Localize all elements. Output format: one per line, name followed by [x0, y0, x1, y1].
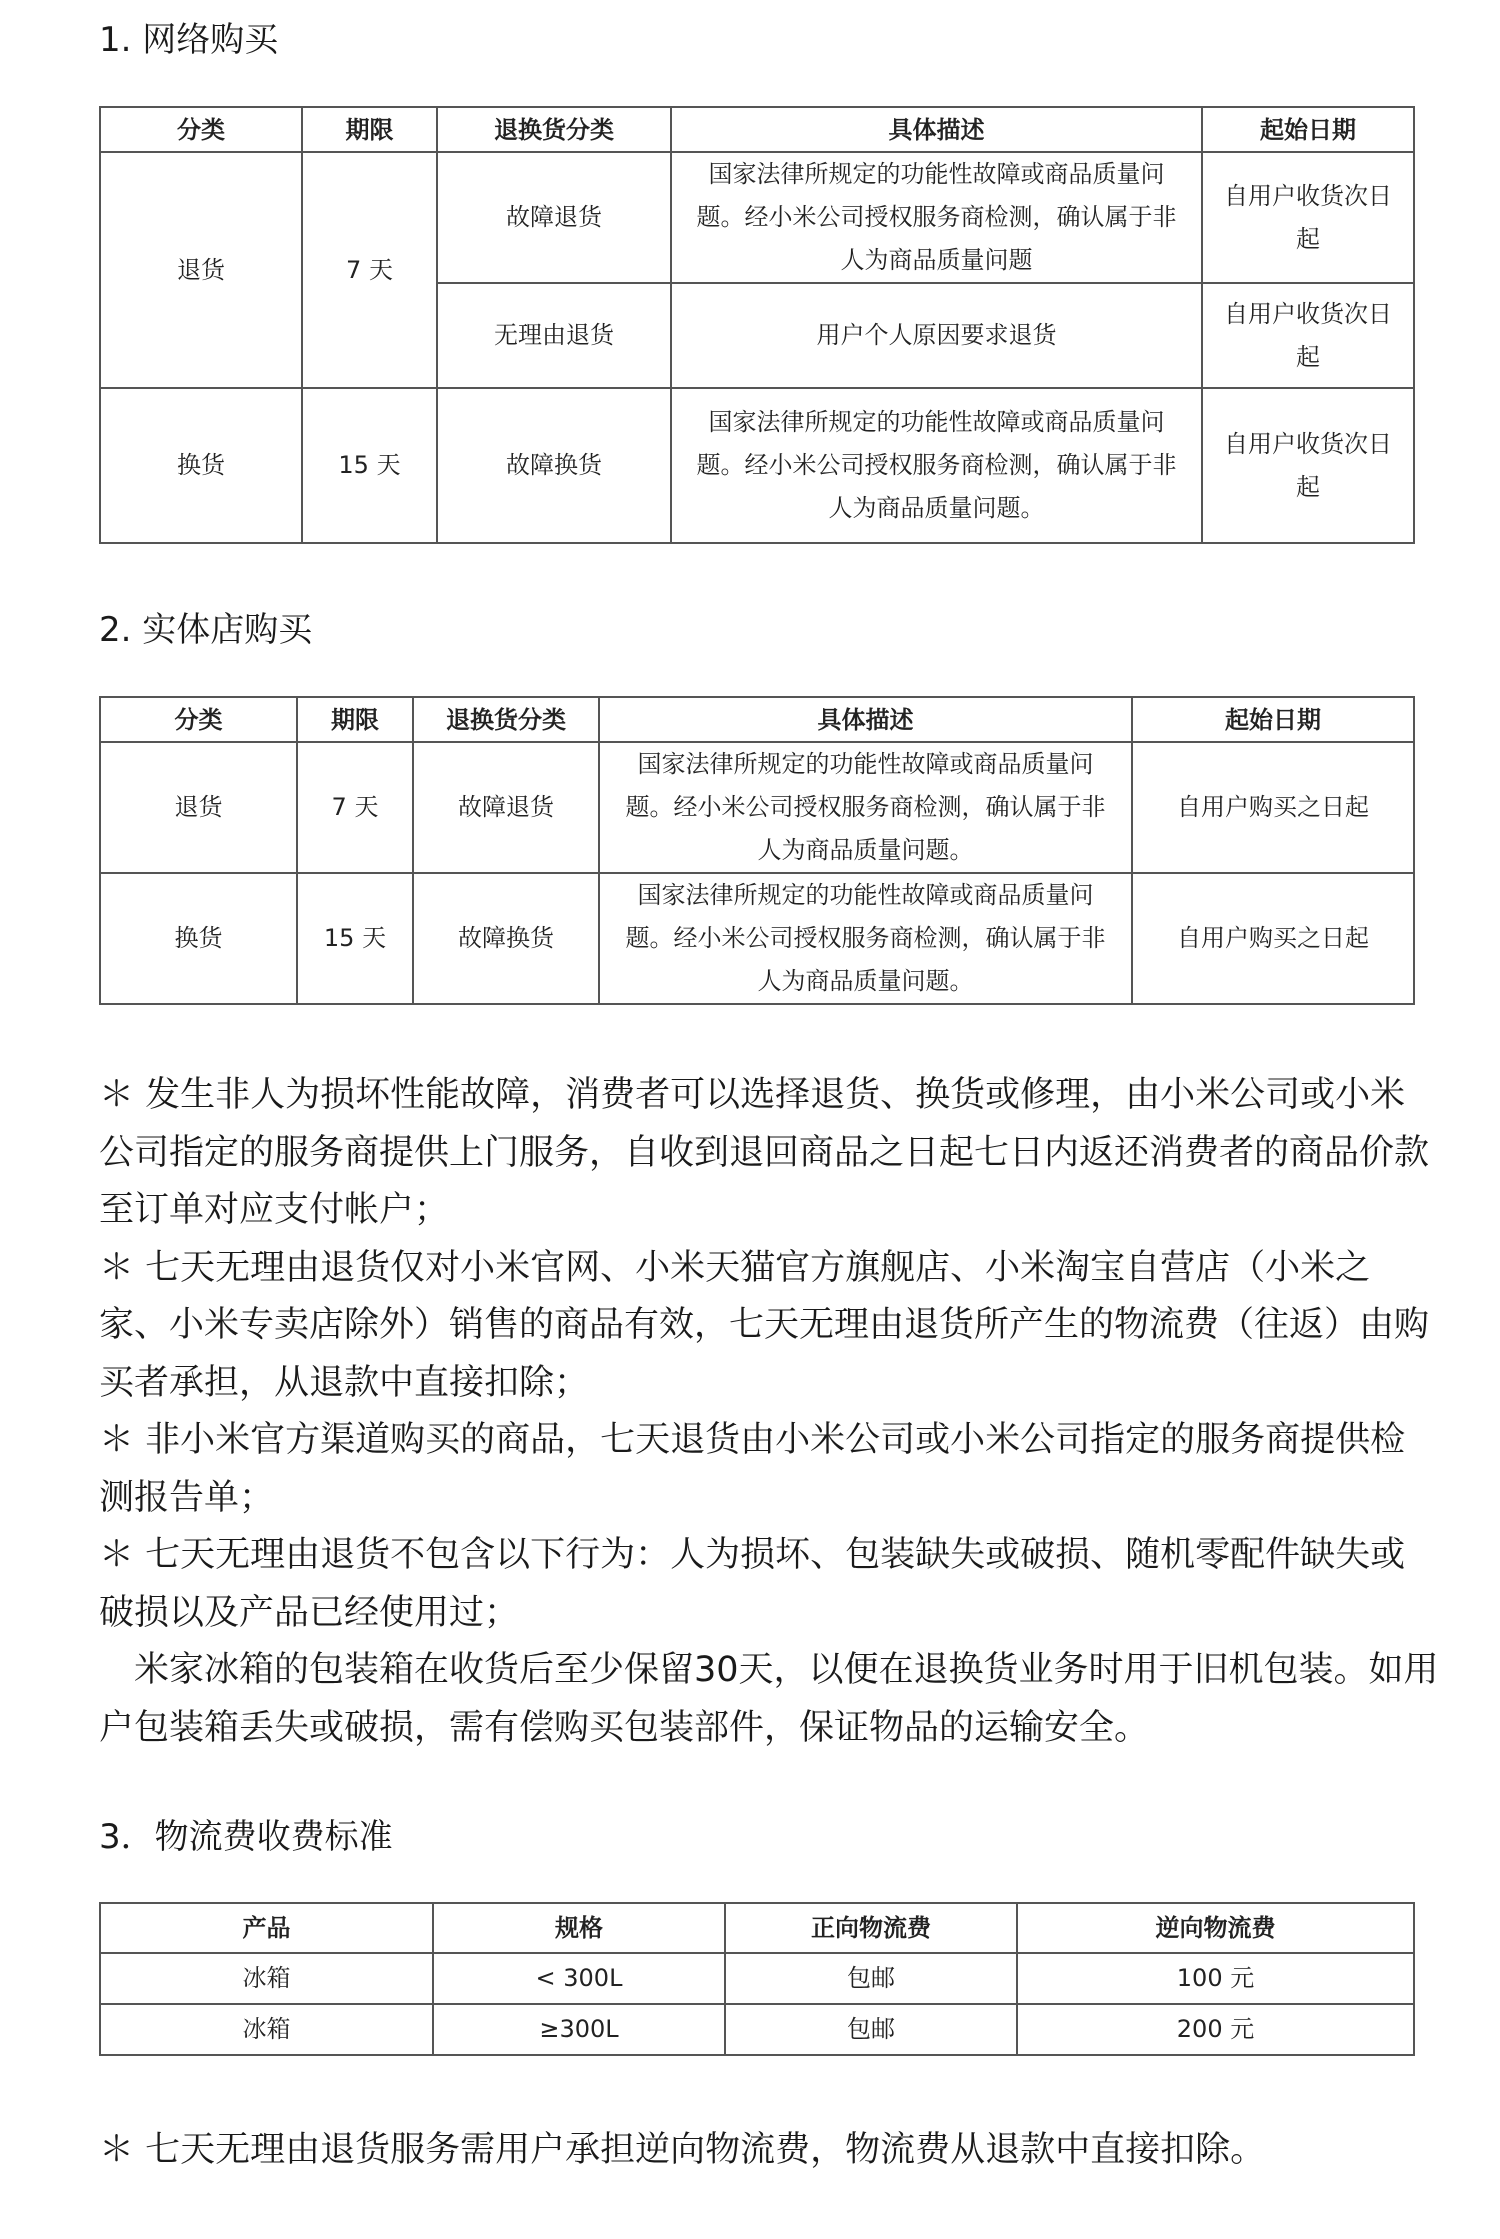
- cell-type: 无理由退货: [437, 283, 671, 388]
- header-description: 具体描述: [671, 107, 1202, 152]
- note-paragraph: ＊ 七天无理由退货仅对小米官网、小米天猫官方旗舰店、小米淘宝自营店（小米之家、小米专卖店除外）销售的商品有效，七天无理由退货所产生的物流费（往返）由购买者承担，从退款中直接扣除；: [99, 1247, 1430, 1403]
- table-header-row: [100, 107, 1414, 152]
- table-row: [100, 388, 1414, 543]
- table-row: [100, 742, 1414, 873]
- cell-description: 国家法律所规定的功能性故障或商品质量问题。经小米公司授权服务商检测，确认属于非人为商品质量问题: [671, 152, 1202, 283]
- store-purchase-table: [99, 696, 1415, 1005]
- cell-start-date: 自用户收货次日起: [1202, 388, 1414, 543]
- table-row: [100, 873, 1414, 1004]
- cell-description: 国家法律所规定的功能性故障或商品质量问题。经小米公司授权服务商检测，确认属于非人为商品质量问题。: [599, 873, 1132, 1004]
- section3-title: 3．物流费收费标准: [99, 1817, 393, 1857]
- cell-category: 换货: [100, 873, 297, 1004]
- cell-product: 冰箱: [100, 2004, 433, 2055]
- note-paragraph: ＊ 非小米官方渠道购买的商品，七天退货由小米公司或小米公司指定的服务商提供检测报告单；: [99, 1420, 1406, 1518]
- cell-category: 换货: [100, 388, 302, 543]
- header-start-date: 起始日期: [1202, 107, 1414, 152]
- note-paragraph: 米家冰箱的包装箱在收货后至少保留30天，以便在退换货业务时用于旧机包装。如用户包装箱丢失或破损，需有偿购买包装部件，保证物品的运输安全。: [99, 1650, 1439, 1748]
- cell-start-date: 自用户收货次日起: [1202, 283, 1414, 388]
- cell-type: 故障换货: [437, 388, 671, 543]
- header-product: 产品: [100, 1903, 433, 1953]
- header-forward-fee: 正向物流费: [725, 1903, 1017, 1953]
- cell-return-fee: 200 元: [1017, 2004, 1414, 2055]
- cell-start-date: 自用户收货次日起: [1202, 152, 1414, 283]
- header-category: 分类: [100, 107, 302, 152]
- cell-type: 故障换货: [413, 873, 599, 1004]
- header-category: 分类: [100, 697, 297, 742]
- section1-title: 1. 网络购买: [99, 20, 279, 60]
- header-period: 期限: [297, 697, 413, 742]
- table-header-row: [100, 697, 1414, 742]
- table-row: [100, 1953, 1414, 2004]
- header-start-date: 起始日期: [1132, 697, 1414, 742]
- header-period: 期限: [302, 107, 437, 152]
- cell-spec: < 300L: [433, 1953, 725, 2004]
- cell-start-date: 自用户购买之日起: [1132, 873, 1414, 1004]
- header-return-fee: 逆向物流费: [1017, 1903, 1414, 1953]
- cell-description: 国家法律所规定的功能性故障或商品质量问题。经小米公司授权服务商检测，确认属于非人为商品质量问题。: [599, 742, 1132, 873]
- cell-type: 故障退货: [413, 742, 599, 873]
- cell-period: 15 天: [302, 388, 437, 543]
- note-paragraph: ＊ 发生非人为损坏性能故障，消费者可以选择退货、换货或修理，由小米公司或小米公司指定的服务商提供上门服务，自收到退回商品之日起七日内返还消费者的商品价款至订单对应支付帐户；: [99, 1075, 1430, 1230]
- cell-start-date: 自用户购买之日起: [1132, 742, 1414, 873]
- cell-period: 7 天: [297, 742, 413, 873]
- table-row: [100, 2004, 1414, 2055]
- cell-category: 退货: [100, 742, 297, 873]
- header-spec: 规格: [433, 1903, 725, 1953]
- cell-product: 冰箱: [100, 1953, 433, 2004]
- table-row: [100, 152, 1414, 283]
- cell-description: 国家法律所规定的功能性故障或商品质量问题。经小米公司授权服务商检测，确认属于非人为商品质量问题。: [671, 388, 1202, 543]
- logistics-fee-table: [99, 1902, 1415, 2056]
- section2-title: 2. 实体店购买: [99, 610, 313, 650]
- cell-spec: ≥300L: [433, 2004, 725, 2055]
- notes-block: [99, 1067, 1439, 1757]
- table-header-row: [100, 1903, 1414, 1953]
- cell-return-fee: 100 元: [1017, 1953, 1414, 2004]
- header-type: 退换货分类: [437, 107, 671, 152]
- header-type: 退换货分类: [413, 697, 599, 742]
- header-description: 具体描述: [599, 697, 1132, 742]
- cell-category: 退货: [100, 152, 302, 388]
- cell-forward-fee: 包邮: [725, 1953, 1017, 2004]
- cell-period: 7 天: [302, 152, 437, 388]
- cell-description: 用户个人原因要求退货: [671, 283, 1202, 388]
- note-paragraph: ＊ 七天无理由退货不包含以下行为：人为损坏、包装缺失或破损、随机零配件缺失或破损以及产品已经使用过；: [99, 1535, 1406, 1633]
- cell-period: 15 天: [297, 873, 413, 1004]
- online-purchase-table: [99, 106, 1415, 544]
- cell-forward-fee: 包邮: [725, 2004, 1017, 2055]
- final-note: ＊ 七天无理由退货服务需用户承担逆向物流费，物流费从退款中直接扣除。: [99, 2130, 1266, 2170]
- cell-type: 故障退货: [437, 152, 671, 283]
